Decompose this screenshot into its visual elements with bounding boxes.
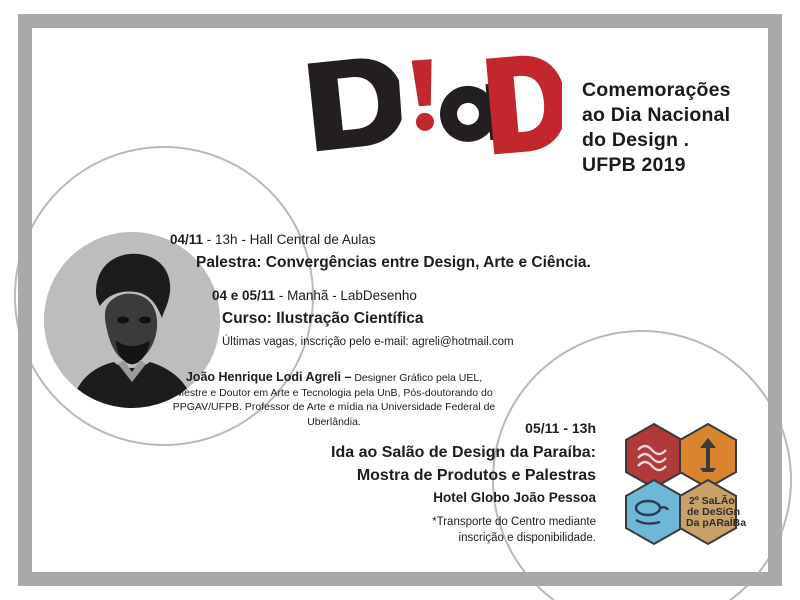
event-2-title: Curso: Ilustração Científica (222, 310, 424, 327)
svg-text:de DeSiGn: de DeSiGn (687, 506, 741, 518)
poster-border-frame (18, 14, 782, 586)
event-2-note: Últimas vagas, inscrição pelo e-mail: agreli@hotmail.com (222, 336, 514, 348)
event-1-date: 04/11 (170, 232, 204, 247)
event-2-time-place: - Manhã - LabDesenho (275, 288, 417, 303)
speaker-name: João Henrique Lodi Agreli – (185, 370, 352, 384)
headline-line-4: UFPB 2019 (582, 154, 686, 176)
trip-venue: Hotel Globo João Pessoa (433, 490, 596, 505)
trip-datetime: 05/11 - 13h (525, 420, 596, 436)
event-1-title: Palestra: Convergências entre Design, Arte e Ciência. (196, 254, 591, 271)
speaker-bio-line-1: Designer Gráfico pela UEL, (351, 372, 483, 384)
trip-title-line-1: Ida ao Salão de Design da Paraíba: (331, 444, 596, 461)
headline-line-3: do Design . (582, 129, 690, 151)
svg-text:Da pARaÍBa: Da pARaÍBa (686, 517, 747, 529)
trip-note-line-1: *Transporte do Centro mediante (432, 516, 596, 528)
event-1-time-place: - 13h - Hall Central de Aulas (203, 232, 376, 247)
svg-text:2º SaLÃo: 2º SaLÃo (689, 495, 735, 507)
speaker-bio-line-2: Mestre e Doutor em Arte e Tecnologia pela UnB, Pós-doutorando do (175, 386, 493, 399)
speaker-bio-line-3: PPGAV/UFPB. Professor de Arte e mídia na Universidade Federal de Uberlândia. (172, 401, 496, 428)
trip-note-line-2: inscrição e disponibilidade. (458, 532, 596, 544)
headline-line-2: ao Dia Nacional (582, 104, 731, 126)
trip-title-line-2: Mostra de Produtos e Palestras (356, 467, 596, 484)
event-2-date: 04 e 05/11 (212, 288, 276, 303)
headline-line-1: Comemorações (582, 79, 731, 101)
